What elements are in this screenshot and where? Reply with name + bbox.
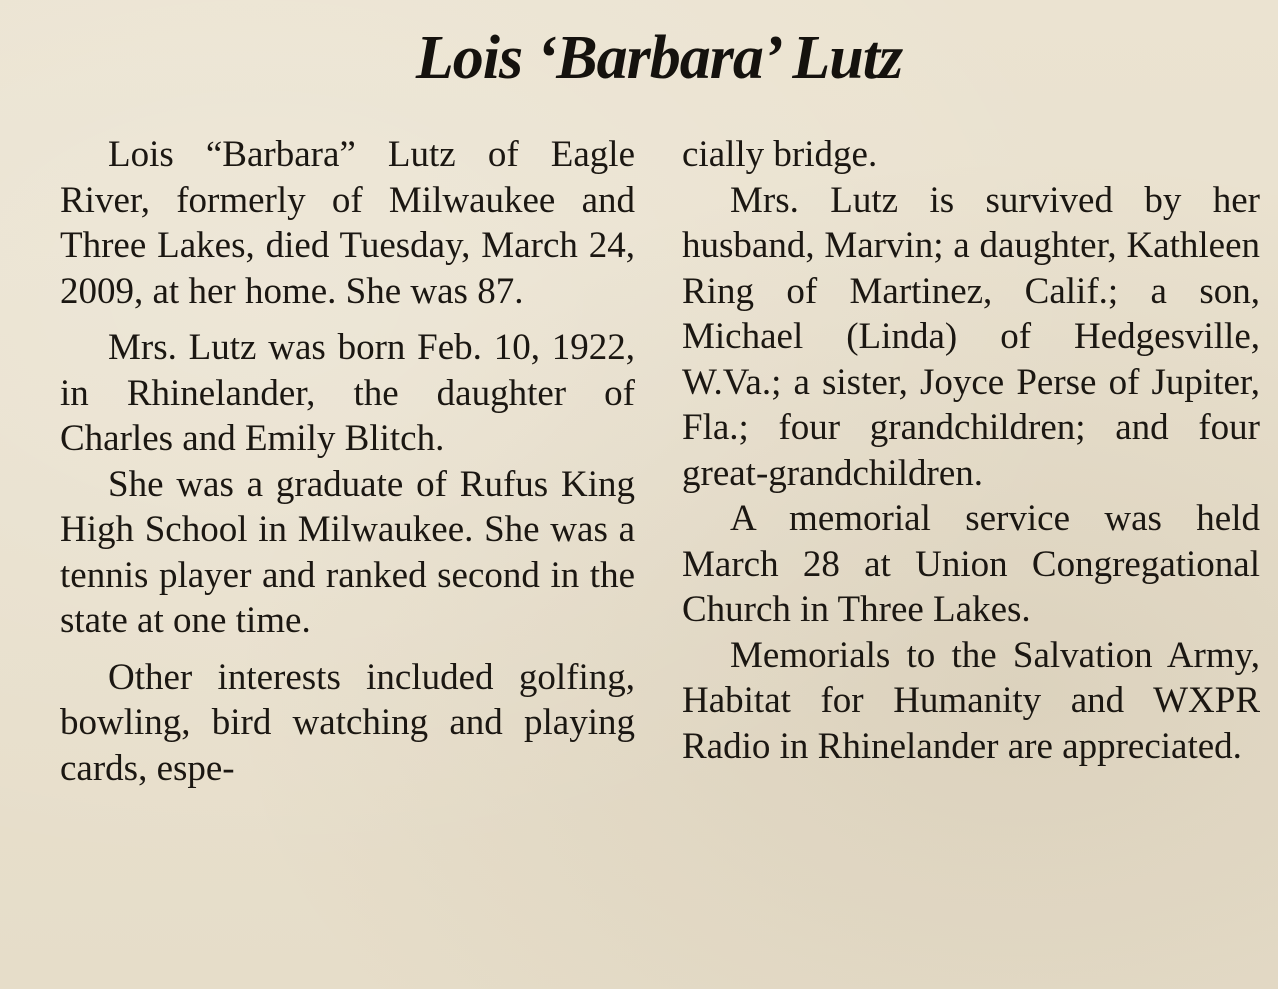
right-column: [682, 132, 1260, 769]
paragraph-memorials: Memorials to the Salvation Army, Habitat for Humanity and WXPR Radio in Rhinelander are appreciated.: [682, 634, 1260, 767]
paragraph-memorial-service: A memorial service was held March 28 at Union Congregational Church in Three Lakes.: [682, 498, 1260, 630]
paragraph-birth: Mrs. Lutz was born Feb. 10, 1922, in Rhinelander, the daughter of Charles and Emily Blitch.: [60, 327, 635, 459]
obituary-headline: Lois ‘Barbara’ Lutz: [415, 24, 903, 92]
paragraph-education: She was a graduate of Rufus King High School in Milwaukee. She was a tennis player and ranked second in the state at one time.: [60, 463, 635, 641]
paragraph-survivors: Mrs. Lutz is survived by her husband, Marvin; a daughter, Kathleen Ring of Martinez, Calif.; a son, Michael (Linda) of Hedgesville, W.Va.; a sister, Joyce Perse of Jupiter, Fla.; four grandchildren; and four great-grandchildren.: [682, 179, 1260, 494]
left-column: [60, 132, 635, 791]
paragraph-death-notice: Lois “Barbara” Lutz of Eagle River, formerly of Milwaukee and Three Lakes, died Tuesday, March 24, 2009, at her home. She was 87.: [60, 134, 635, 312]
paragraph-interests: Other interests included golfing, bowling, bird watching and playing cards, espe-: [60, 656, 635, 789]
paragraph-interests-continued: cially bridge.: [682, 134, 878, 175]
